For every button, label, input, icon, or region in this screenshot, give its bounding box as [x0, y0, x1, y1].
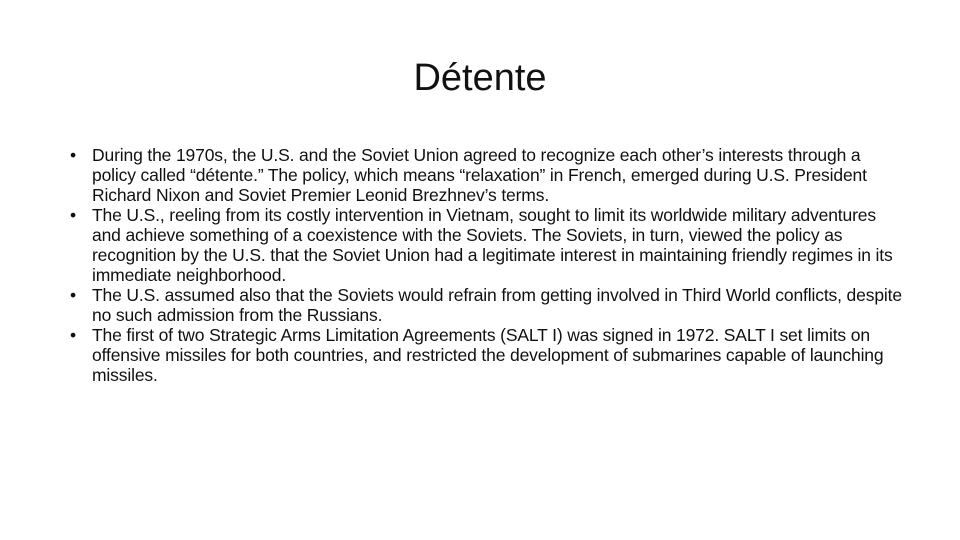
slide-title: Détente [413, 57, 547, 99]
bullet-marker: • [70, 285, 76, 305]
bullet-item [70, 205, 905, 285]
bullet-marker: • [70, 145, 76, 165]
bullet-text: The first of two Strategic Arms Limitation Agreements (SALT I) was signed in 1972. SALT I set limits on offensive missiles for both countries, and restricted the development of submarines capable of launching missiles. [92, 325, 884, 385]
bullet-text: The U.S., reeling from its costly intervention in Vietnam, sought to limit its worldwide military adventures and achieve something of a coexistence with the Soviets. The Soviets, in turn, viewed the policy as recognition by the U.S. that the Soviet Union had a legitimate interest in maintaining friendly regimes in its immediate neighborhood. [92, 205, 893, 285]
bullet-list [70, 145, 905, 385]
bullet-item [70, 145, 905, 205]
bullet-item [70, 325, 905, 385]
bullet-marker: • [70, 205, 76, 225]
bullet-item [70, 285, 905, 325]
bullet-text: The U.S. assumed also that the Soviets would refrain from getting involved in Third World conflicts, despite no such admission from the Russians. [92, 285, 902, 325]
bullet-marker: • [70, 325, 76, 345]
bullet-text: During the 1970s, the U.S. and the Soviet Union agreed to recognize each other’s interests through a policy called “détente.” The policy, which means “relaxation” in French, emerged during U.S. President Richard Nixon and Soviet Premier Leonid Brezhnev’s terms. [92, 145, 867, 205]
